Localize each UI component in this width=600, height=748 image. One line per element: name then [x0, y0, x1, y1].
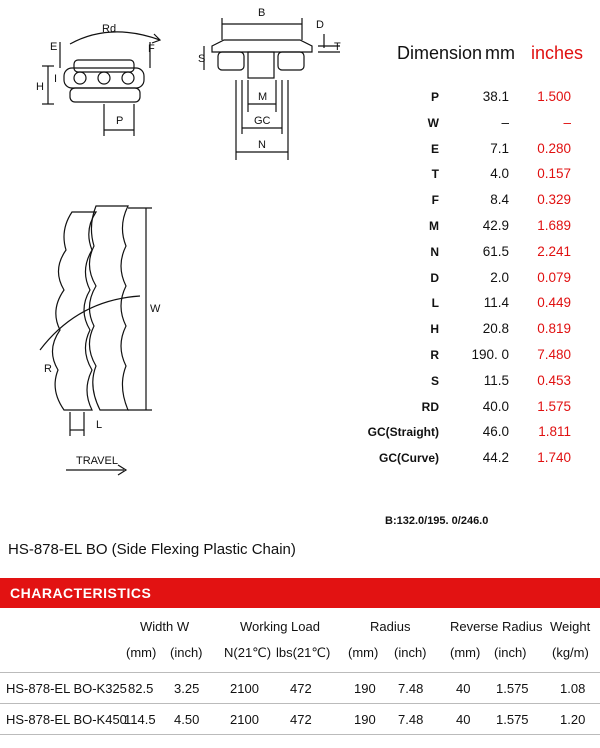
dimension-label: P — [430, 90, 439, 104]
dimension-inch-value: 0.157 — [537, 166, 571, 182]
dimension-row — [378, 447, 585, 469]
dimension-label: RD — [421, 399, 439, 414]
dimension-label: GC(Straight) — [367, 425, 439, 440]
row2-model: HS-878-EL BO-K450 — [6, 712, 127, 727]
dimension-label: R — [430, 348, 439, 362]
dimension-mm-value: 40.0 — [482, 398, 509, 414]
dimension-label: W — [427, 115, 439, 130]
unit-weight: (kg/m) — [552, 645, 589, 660]
dimension-mm-value: 11.5 — [483, 372, 509, 388]
row1-rev-inch: 1.575 — [496, 681, 529, 696]
dimension-label: L — [431, 296, 439, 311]
row1-weight: 1.08 — [560, 681, 586, 696]
dimension-mm-value: 11.4 — [483, 295, 509, 311]
dimension-inch-value: 1.575 — [537, 398, 571, 414]
row-divider — [0, 734, 600, 735]
chain-link-plan-right — [89, 206, 128, 410]
dimension-inch-value: – — [563, 114, 571, 130]
label-s: S — [198, 53, 206, 65]
b-width-note: B:132.0/195. 0/246.0 — [385, 515, 489, 527]
label-r: R — [44, 363, 52, 375]
row2-weight: 1.20 — [560, 712, 586, 727]
dimension-mm-value: 2.0 — [490, 269, 509, 285]
dimension-row — [385, 267, 585, 289]
dimension-inch-value: 0.079 — [537, 269, 571, 285]
unit-load-n: N(21℃) — [224, 645, 272, 660]
dimension-row — [385, 215, 585, 237]
unit-load-lbs: lbs(21℃) — [276, 645, 331, 660]
label-i: I — [54, 73, 58, 85]
row2-width-inch: 4.50 — [174, 712, 200, 727]
unit-rev-mm: (mm) — [450, 645, 481, 660]
dimension-label: S — [430, 373, 439, 388]
dimension-row — [385, 396, 585, 418]
dimension-label: H — [430, 322, 439, 337]
group-working-load: Working Load — [240, 619, 320, 634]
row2-radius-mm: 190 — [354, 712, 376, 727]
row2-rev-mm: 40 — [456, 712, 471, 727]
row1-width-mm: 82.5 — [128, 681, 154, 696]
row1-rev-mm: 40 — [456, 681, 471, 696]
dimension-mm-value: 4.0 — [490, 166, 509, 182]
dimension-inch-value: 1.740 — [537, 450, 571, 466]
dimension-row — [385, 241, 585, 263]
dimension-inch-value: 1.811 — [538, 424, 571, 440]
row1-load-lbs: 472 — [290, 681, 312, 696]
unit-width-inch: (inch) — [170, 645, 203, 660]
label-h: H — [36, 81, 44, 93]
group-weight: Weight — [550, 619, 591, 634]
chain-end-view — [212, 40, 312, 52]
dimension-row — [385, 189, 585, 211]
dimension-mm-value: 61.5 — [482, 243, 509, 259]
row1-load-n: 2100 — [230, 681, 259, 696]
dimension-row — [367, 421, 585, 443]
label-n: N — [258, 139, 266, 151]
dimension-inch-value: 0.453 — [537, 372, 571, 388]
label-f: F — [148, 43, 155, 55]
dimension-row — [385, 163, 585, 185]
dimension-header: Dimension — [397, 43, 483, 63]
dimension-label: M — [429, 219, 439, 233]
dimension-label: E — [430, 141, 439, 156]
dimension-label: T — [431, 167, 439, 182]
label-d: D — [316, 19, 324, 31]
label-rd: Rd — [102, 23, 117, 35]
dimension-label: GC(Curve) — [378, 451, 439, 466]
group-reverse-radius: Reverse Radius — [450, 619, 543, 634]
dimension-mm-value: 38.1 — [482, 89, 509, 104]
dimension-mm-value: 44.2 — [482, 450, 509, 466]
label-m: M — [258, 91, 268, 103]
dimension-mm-value: – — [501, 114, 509, 130]
label-gc: GC — [254, 115, 271, 127]
dimension-row — [385, 370, 585, 392]
group-radius: Radius — [370, 619, 411, 634]
row-divider — [0, 703, 600, 704]
dimension-mm-value: 42.9 — [482, 218, 509, 233]
dimension-inch-value: 1.500 — [537, 89, 571, 104]
label-t: T — [334, 41, 341, 53]
chain-technical-drawing — [0, 0, 380, 500]
row2-radius-inch: 7.48 — [398, 712, 424, 727]
dimension-row — [385, 112, 585, 134]
label-travel: TRAVEL — [76, 455, 118, 467]
row2-rev-inch: 1.575 — [496, 712, 529, 727]
inches-header: inches — [531, 43, 584, 63]
unit-radius-mm: (mm) — [348, 645, 379, 660]
unit-radius-inch: (inch) — [394, 645, 427, 660]
dimension-mm-value: 8.4 — [490, 192, 509, 208]
dimension-inch-value: 2.241 — [537, 243, 571, 259]
dimension-mm-value: 46.0 — [482, 424, 509, 440]
chain-title: HS-878-EL BO (Side Flexing Plastic Chain) — [8, 541, 296, 558]
row1-width-inch: 3.25 — [174, 681, 200, 696]
label-b: B — [258, 7, 266, 19]
dimension-inch-value: 0.280 — [537, 140, 571, 156]
dimension-inch-value: 0.449 — [537, 295, 571, 311]
unit-width-mm: (mm) — [126, 645, 157, 660]
dimension-label: F — [431, 193, 439, 208]
label-l: L — [96, 419, 103, 431]
dimension-inch-value: 0.329 — [537, 192, 571, 208]
dimension-inch-value: 1.689 — [537, 218, 571, 233]
group-width: Width W — [140, 619, 190, 634]
unit-rev-inch: (inch) — [494, 645, 527, 660]
row1-model: HS-878-EL BO-K325 — [6, 681, 127, 696]
dimension-row — [385, 318, 585, 340]
label-p: P — [116, 115, 124, 127]
row-divider — [0, 672, 600, 673]
dimension-mm-value: 190. 0 — [471, 347, 509, 362]
dimension-row — [385, 138, 585, 160]
label-w: W — [150, 303, 161, 315]
row2-load-n: 2100 — [230, 712, 259, 727]
characteristics-bar: CHARACTERISTICS — [0, 578, 600, 608]
dimension-inch-value: 7.480 — [537, 347, 571, 362]
row2-load-lbs: 472 — [290, 712, 312, 727]
row2-width-mm: 114.5 — [124, 712, 156, 727]
dimension-label: D — [430, 270, 439, 285]
dimension-row — [385, 86, 585, 108]
row1-radius-mm: 190 — [354, 681, 376, 696]
dimension-label: N — [430, 244, 439, 259]
dimension-row — [385, 292, 585, 314]
dimension-inch-value: 0.819 — [537, 321, 571, 337]
label-e: E — [50, 41, 58, 53]
dimension-mm-value: 7.1 — [490, 140, 509, 156]
row1-radius-inch: 7.48 — [398, 681, 424, 696]
mm-header: mm — [485, 43, 515, 63]
dimension-mm-value: 20.8 — [482, 321, 509, 337]
dimension-row — [385, 344, 585, 366]
